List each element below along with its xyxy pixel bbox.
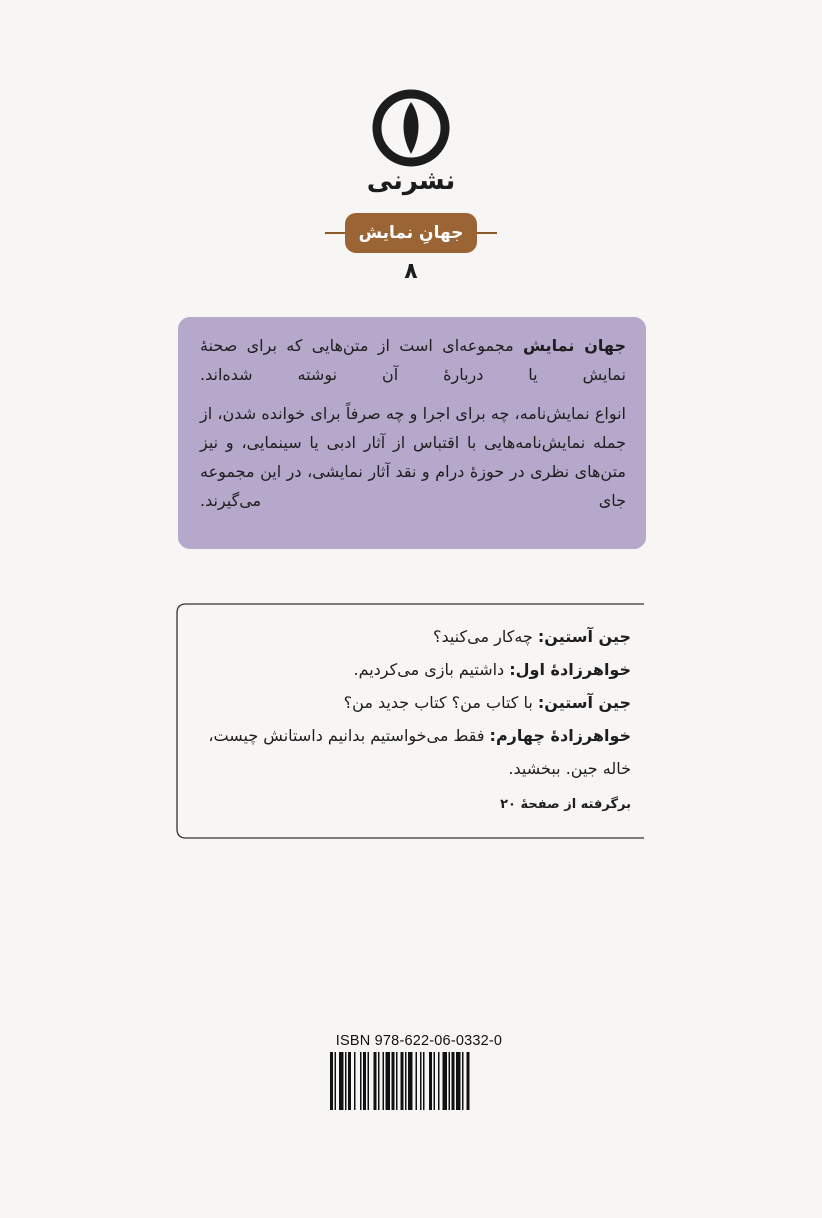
description-paragraph-2: انواع نمایش‌نامه، چه برای اجرا و چه صرفاً برای خوانده شدن، از جمله نمایش‌نامه‌هایی با اقتباس از آثار ادبی یا سینمایی، و نیز متن‌های نظری در حوزهٔ درام و نقد آثار نمایشی، در این مجموعه جای می‌گیرند. <box>200 404 626 510</box>
barcode-bar <box>386 1052 391 1110</box>
speaker-name: جین آستین: <box>537 693 631 712</box>
barcode-bar <box>420 1052 422 1110</box>
barcode-bar <box>363 1052 366 1110</box>
publisher-name: نشرنی <box>366 166 456 196</box>
barcode-bar <box>423 1052 425 1110</box>
barcode-bar <box>429 1052 432 1110</box>
barcode-bar <box>449 1052 451 1110</box>
barcode-bar <box>456 1052 461 1110</box>
dialogue-text: فقط می‌خواستیم بدانیم داستانش چیست، <box>208 726 490 745</box>
barcode-bar <box>452 1052 455 1110</box>
excerpt-dialogue <box>194 620 631 785</box>
barcode-bar <box>330 1052 333 1110</box>
barcode-bar <box>462 1052 464 1110</box>
series-ribbon <box>325 213 497 253</box>
barcode-icon <box>330 1052 510 1110</box>
series-title: جهانِ نمایش <box>345 213 477 253</box>
speaker-name: خواهرزادهٔ اول: <box>509 660 631 679</box>
barcode-bar <box>434 1052 436 1110</box>
barcode-bar <box>335 1052 337 1110</box>
series-number: ۸ <box>404 259 418 284</box>
barcode-bar <box>348 1052 351 1110</box>
barcode-bar <box>392 1052 395 1110</box>
barcode-bar <box>396 1052 398 1110</box>
barcode-bar <box>360 1052 362 1110</box>
dialogue-line <box>194 719 631 752</box>
isbn-number: ISBN 978-622-06-0332-0 <box>335 1033 503 1049</box>
description-bold-title: جهان نمایش <box>523 336 626 355</box>
barcode-bar <box>438 1052 440 1110</box>
series-description <box>178 317 646 549</box>
description-text-1: مجموعه‌ای است از متن‌هایی که برای صحنهٔ نمایش یا دربارهٔ آن نوشته شده‌اند. <box>200 336 626 384</box>
leaf-in-circle-icon <box>371 88 451 168</box>
barcode-bar <box>345 1052 347 1110</box>
dialogue-text: با کتاب من؟ کتاب جدید من؟ <box>343 693 538 712</box>
barcode-bar <box>374 1052 377 1110</box>
dialogue-text: خاله جین. ببخشید. <box>508 759 631 778</box>
dialogue-line <box>194 752 631 785</box>
dialogue-line <box>194 686 631 719</box>
barcode-bar <box>443 1052 448 1110</box>
barcode-bar <box>383 1052 385 1110</box>
excerpt-box <box>176 603 646 839</box>
dialogue-line <box>194 620 631 653</box>
barcode-bar <box>401 1052 404 1110</box>
barcode-bar <box>405 1052 407 1110</box>
description-paragraph-1 <box>200 331 626 389</box>
dialogue-text: داشتیم بازی می‌کردیم. <box>353 660 510 679</box>
dialogue-text: چه‌کار می‌کنید؟ <box>432 627 538 646</box>
barcode-bar <box>378 1052 380 1110</box>
barcode-bar <box>408 1052 413 1110</box>
barcode-bar <box>339 1052 344 1110</box>
barcode-bar <box>467 1052 470 1110</box>
barcode-bar <box>416 1052 418 1110</box>
speaker-name: خواهرزادهٔ چهارم: <box>489 726 631 745</box>
barcode-bar <box>368 1052 370 1110</box>
dialogue-line <box>194 653 631 686</box>
barcode-bar <box>354 1052 356 1110</box>
speaker-name: جین آستین: <box>537 627 631 646</box>
excerpt-source: برگرفته از صفحهٔ ۲۰ <box>500 797 631 812</box>
